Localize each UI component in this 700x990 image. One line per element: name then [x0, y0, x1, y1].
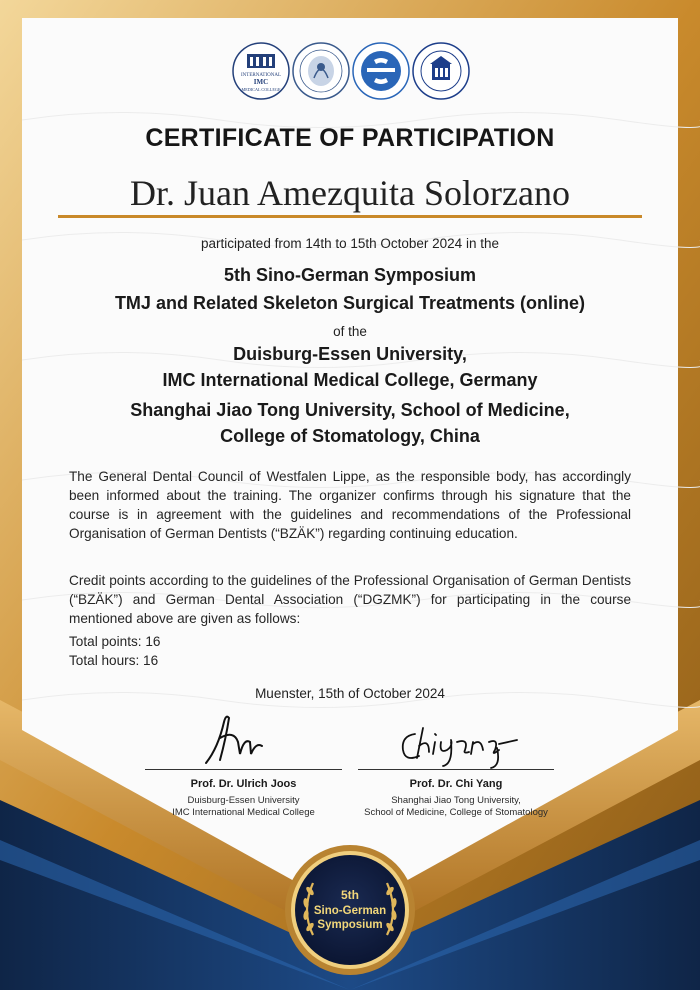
signatory-affiliation-joos-1: Duisburg-Essen University: [187, 795, 300, 806]
signature-line-right: [358, 769, 554, 770]
duisburg-essen-seal-icon: [292, 42, 350, 100]
organizer-line1: Duisburg-Essen University,: [233, 344, 467, 364]
total-points: Total points: 16: [69, 634, 161, 649]
certificate-title: CERTIFICATE OF PARTICIPATION: [145, 124, 555, 152]
seal-line2: Sino-German: [313, 905, 387, 917]
total-hours: Total hours: 16: [69, 653, 159, 668]
recipient-name: Dr. Juan Amezquita Solorzano: [130, 173, 570, 213]
place-and-date: Muenster, 15th of October 2024: [255, 686, 445, 701]
signatory-name-yang: Prof. Dr. Chi Yang: [409, 778, 503, 790]
signatory-affiliation-yang-2: School of Medicine, College of Stomatology: [364, 807, 548, 818]
signatory-name-joos: Prof. Dr. Ulrich Joos: [190, 778, 297, 790]
imc-logo-bottom: MEDICAL COLLEGE: [241, 87, 281, 92]
signatory-affiliation-yang-1: Shanghai Jiao Tong University,: [391, 795, 521, 806]
signature-line-left: [145, 769, 342, 770]
event-title-line1: 5th Sino-German Symposium: [223, 265, 477, 285]
shanghai-jiao-tong-university-seal-icon: [412, 42, 470, 100]
event-title-line2: TMJ and Related Skeleton Surgical Treatments (online): [114, 293, 586, 313]
organizer-line4: College of Stomatology, China: [220, 426, 480, 446]
of-the-text: of the: [333, 324, 367, 339]
imc-logo-icon: [232, 42, 290, 100]
credit-points-paragraph: Credit points according to the guidelines of the Professional Organisation of German Dentists (“BZÄK”) and German Dental Association (“DGZMK”) for participating in the course mentioned above are given as follows:: [69, 573, 631, 626]
joos-signature-icon: [196, 708, 276, 768]
name-underline: [58, 215, 642, 218]
signatory-affiliation-joos-2: IMC International Medical College: [172, 807, 315, 818]
seal-line1: 5th: [341, 888, 359, 902]
symposium-seal-icon: [283, 843, 417, 977]
yang-signature-icon: [395, 720, 525, 770]
participation-dates: participated from 14th to 15th October 2024 in the: [201, 236, 499, 251]
imc-logo-mid: IMC: [253, 78, 269, 86]
shanghai-stomatology-logo-icon: [352, 42, 410, 100]
council-paragraph: The General Dental Council of Westfalen Lippe, as the responsible body, has accordingly been informed about the training. The organizer confirms through his signature that the course is in agreement with the guidelines and recommendations of the Professional Organisation of German Dentists (“BZÄK”) regarding continuing education.: [69, 469, 631, 541]
imc-logo-top: INTERNATIONAL: [241, 73, 281, 78]
organizer-line3: Shanghai Jiao Tong University, School of Medicine,: [130, 400, 570, 420]
seal-line3: Symposium: [317, 919, 383, 931]
organizer-line2: IMC International Medical College, Germany: [162, 370, 538, 390]
